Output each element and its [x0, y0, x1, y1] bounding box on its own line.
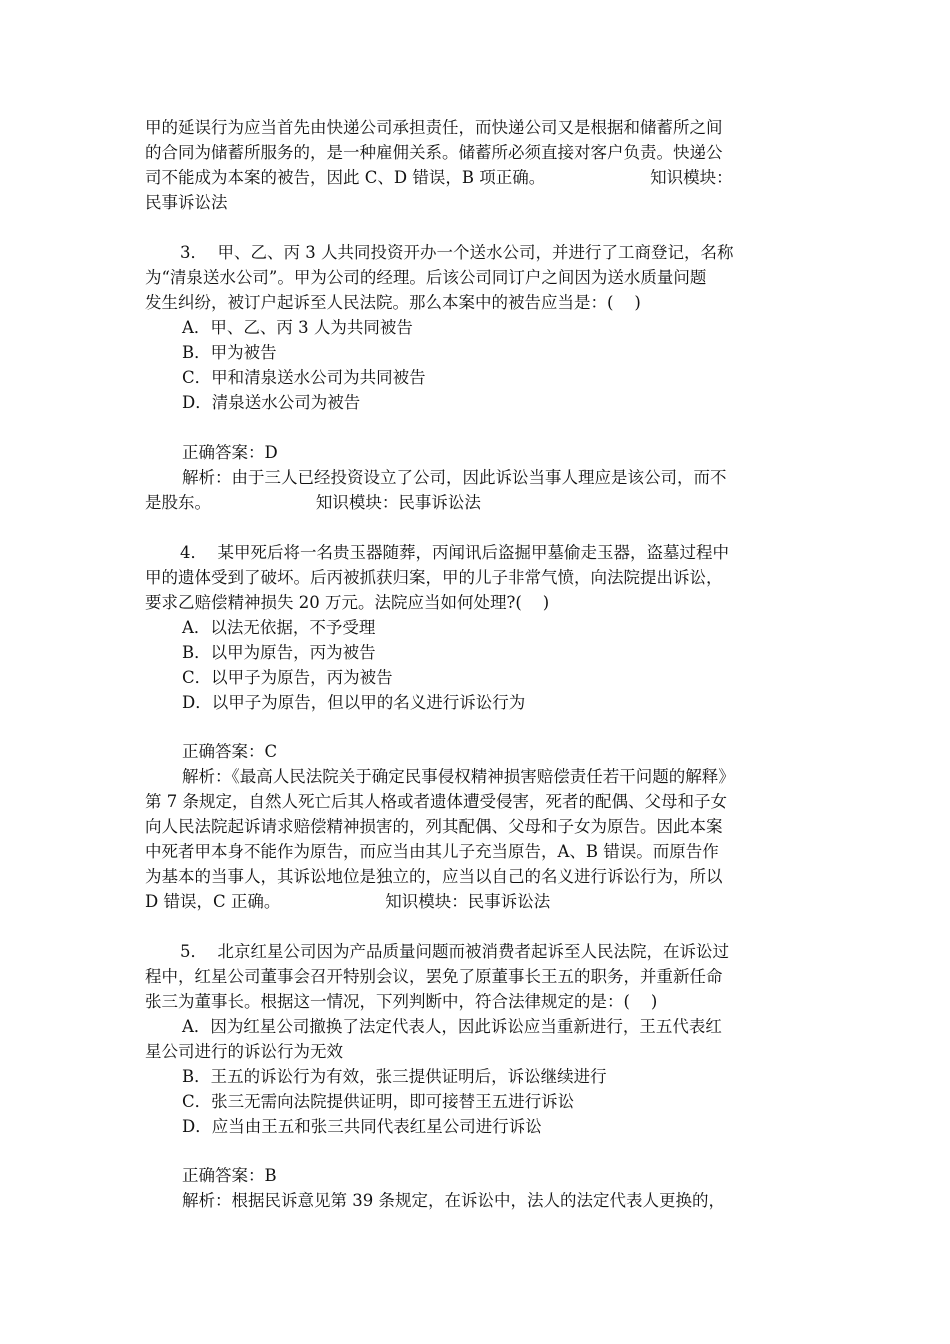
text-line: 司不能成为本案的被告，因此 C、D 错误，B 项正确。 知识模块： — [145, 168, 733, 187]
question-text: 程中，红星公司董事会召开特别会议，罢免了原董事长王五的职务，并重新任命 — [145, 967, 723, 986]
analysis-text: 解析：由于三人已经投资设立了公司，因此诉讼当事人理应是该公司，而不 — [182, 468, 727, 487]
question-text: 为“清泉送水公司”。甲为公司的经理。后该公司同订户之间因为送水质量问题 — [145, 268, 707, 287]
option-a: A．因为红星公司撤换了法定代表人，因此诉讼应当重新进行，王五代表红 — [182, 1017, 722, 1036]
option-b: B．以甲为原告，丙为被告 — [182, 643, 376, 662]
option-c: C．甲和清泉送水公司为共同被告 — [182, 368, 426, 387]
option-a: A．以法无依据，不予受理 — [182, 618, 376, 637]
analysis-text: D 错误，C 正确。 知识模块：民事诉讼法 — [145, 892, 551, 911]
option-b: B．王五的诉讼行为有效，张三提供证明后，诉讼继续进行 — [182, 1067, 607, 1086]
analysis-text: 是股东。 知识模块：民事诉讼法 — [145, 493, 481, 512]
text-line: 甲的延误行为应当首先由快递公司承担责任，而快递公司又是根据和储蓄所之间 — [145, 118, 723, 137]
analysis-text: 中死者甲本身不能作为原告，而应当由其儿子充当原告，A、B 错误。而原告作 — [145, 842, 719, 861]
analysis-text: 解析：《最高人民法院关于确定民事侵权精神损害赔偿责任若干问题的解释》 — [182, 767, 735, 786]
option-d: D．应当由王五和张三共同代表红星公司进行诉讼 — [182, 1117, 542, 1136]
option-c: C．以甲子为原告，丙为被告 — [182, 668, 393, 687]
analysis-text: 第 7 条规定，自然人死亡后其人格或者遗体遭受侵害，死者的配偶、父母和子女 — [145, 792, 727, 811]
question-text: 4． 某甲死后将一名贵玉器随葬，丙闻讯后盗掘甲墓偷走玉器，盗墓过程中 — [180, 543, 729, 562]
option-d: D．清泉送水公司为被告 — [182, 393, 361, 412]
analysis-text: 解析：根据民诉意见第 39 条规定，在诉讼中，法人的法定代表人更换的， — [182, 1191, 725, 1210]
option-b: B．甲为被告 — [182, 343, 277, 362]
correct-answer: 正确答案：C — [182, 742, 278, 761]
correct-answer: 正确答案：D — [182, 443, 278, 462]
correct-answer: 正确答案：B — [182, 1166, 277, 1185]
text-line: 民事诉讼法 — [145, 193, 228, 212]
analysis-text: 向人民法院起诉请求赔偿精神损害的，列其配偶、父母和子女为原告。因此本案 — [145, 817, 723, 836]
question-text: 5． 北京红星公司因为产品质量问题而被消费者起诉至人民法院，在诉讼过 — [180, 942, 729, 961]
question-text: 张三为董事长。根据这一情况，下列判断中，符合法律规定的是：( ) — [145, 992, 658, 1011]
option-c: C．张三无需向法院提供证明，即可接替王五进行诉讼 — [182, 1092, 575, 1111]
question-text: 3． 甲、乙、丙 3 人共同投资开办一个送水公司，并进行了工商登记，名称 — [180, 243, 734, 262]
text-line: 的合同为储蓄所服务的，是一种雇佣关系。储蓄所必须直接对客户负责。快递公 — [145, 143, 723, 162]
question-text: 发生纠纷，被订户起诉至人民法院。那么本案中的被告应当是：( ) — [145, 293, 641, 312]
question-text: 甲的遗体受到了破坏。后丙被抓获归案，甲的儿子非常气愤，向法院提出诉讼， — [145, 568, 723, 587]
option-d: D．以甲子为原告，但以甲的名义进行诉讼行为 — [182, 693, 526, 712]
question-text: 要求乙赔偿精神损失 20 万元。法院应当如何处理?( ) — [145, 593, 550, 612]
option-a: A．甲、乙、丙 3 人为共同被告 — [182, 318, 413, 337]
option-a-continued: 星公司进行的诉讼行为无效 — [145, 1042, 343, 1061]
analysis-text: 为基本的当事人，其诉讼地位是独立的，应当以自己的名义进行诉讼行为，所以 — [145, 867, 723, 886]
